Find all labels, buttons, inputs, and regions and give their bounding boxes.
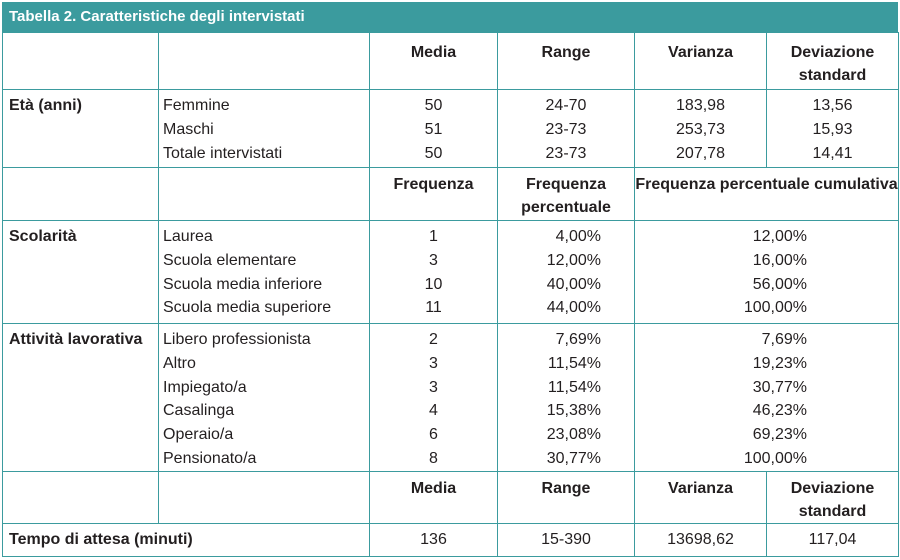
cell: 100,00% — [743, 449, 807, 467]
eta-section — [3, 90, 899, 168]
empty-cell — [3, 168, 159, 221]
cell: 3 — [429, 354, 438, 372]
cell: 30,77% — [752, 378, 807, 396]
row-label: Scuola media inferiore — [163, 275, 323, 293]
col-header-freq-cum: Frequenza percentuale cumulativa — [635, 168, 899, 221]
cell: 4,00% — [555, 228, 601, 245]
col-header-media: Media — [370, 33, 498, 90]
cell: 2 — [429, 331, 438, 348]
cell: 3 — [429, 251, 438, 269]
col-header-range: Range — [498, 33, 635, 90]
attivita-cum — [635, 324, 899, 472]
row-label: Libero professionista — [163, 331, 311, 348]
attivita-section — [3, 324, 899, 472]
cell: 51 — [424, 120, 443, 138]
row-label: Operaio/a — [163, 426, 234, 444]
cell: 100,00% — [743, 299, 807, 317]
scolarita-labels — [159, 221, 370, 324]
attesa-dev: 117,04 — [767, 524, 899, 557]
table-title-label: Tabella 2. — [9, 8, 77, 25]
attesa-range: 15-390 — [498, 524, 635, 557]
cell: 7,69% — [761, 331, 807, 348]
row-label: Altro — [163, 354, 196, 372]
attesa-row — [3, 524, 899, 557]
cell: 24-70 — [545, 97, 587, 114]
eta-range — [498, 90, 635, 168]
col-header-range: Range — [498, 472, 635, 524]
row-label: Scuola media superiore — [163, 299, 332, 317]
attivita-freq — [370, 324, 498, 472]
empty-cell — [159, 472, 370, 524]
cell: 3 — [429, 378, 438, 396]
cell: 23-73 — [545, 120, 587, 138]
header-row-1 — [3, 33, 899, 90]
category-eta: Età (anni) — [3, 90, 159, 168]
cell: 253,73 — [676, 120, 725, 138]
cell: 50 — [424, 97, 443, 114]
scolarita-section — [3, 221, 899, 324]
cell: 12,00% — [546, 251, 601, 269]
attesa-varianza: 13698,62 — [635, 524, 767, 557]
cell: 15,38% — [546, 402, 601, 420]
eta-media — [370, 90, 498, 168]
cell: 183,98 — [676, 97, 725, 114]
cell: 7,69% — [555, 331, 601, 348]
characteristics-table — [2, 32, 899, 557]
attivita-labels — [159, 324, 370, 472]
cell: 14,41 — [812, 144, 853, 162]
cell: 40,00% — [546, 275, 601, 293]
cell: 46,23% — [752, 402, 807, 420]
row-label: Laurea — [163, 228, 213, 245]
cell: 16,00% — [752, 251, 807, 269]
category-attesa: Tempo di attesa (minuti) — [3, 524, 370, 557]
empty-cell — [159, 33, 370, 90]
row-label: Impiegato/a — [163, 378, 247, 396]
col-header-frequenza: Frequenza — [370, 168, 498, 221]
cell: 56,00% — [752, 275, 807, 293]
row-label: Pensionato/a — [163, 449, 257, 467]
col-header-deviazione: Deviazione standard — [767, 33, 899, 90]
table-title — [2, 2, 898, 32]
row-label: Maschi — [163, 120, 214, 138]
col-header-deviazione: Deviazione standard — [767, 472, 899, 524]
cell: 11,54% — [547, 354, 601, 372]
cell: 50 — [424, 144, 443, 162]
eta-varianza — [635, 90, 767, 168]
attivita-pct — [498, 324, 635, 472]
cell: 11 — [425, 299, 442, 317]
cell: 69,23% — [752, 426, 807, 444]
cell: 4 — [429, 402, 438, 420]
empty-cell — [3, 33, 159, 90]
cell: 30,77% — [546, 449, 601, 467]
col-header-media: Media — [370, 472, 498, 524]
cell: 44,00% — [546, 299, 601, 317]
empty-cell — [159, 168, 370, 221]
eta-dev — [767, 90, 899, 168]
empty-cell — [3, 472, 159, 524]
cell: 11,54% — [547, 378, 601, 396]
eta-labels — [159, 90, 370, 168]
cell: 12,00% — [752, 228, 807, 245]
cell: 207,78 — [676, 144, 725, 162]
cell: 13,56 — [812, 97, 853, 114]
cell: 8 — [429, 449, 438, 467]
attesa-media: 136 — [370, 524, 498, 557]
header-row-2 — [3, 168, 899, 221]
col-header-varianza: Varianza — [635, 472, 767, 524]
scolarita-pct — [498, 221, 635, 324]
scolarita-cum — [635, 221, 899, 324]
cell: 23-73 — [545, 144, 587, 162]
row-label: Femmine — [163, 97, 230, 114]
category-scolarita: Scolarità — [3, 221, 159, 324]
category-attivita: Attività lavorativa — [3, 324, 159, 472]
col-header-freq-pct: Frequenza percentuale — [498, 168, 635, 221]
cell: 6 — [429, 426, 438, 444]
row-label: Totale intervistati — [163, 144, 283, 162]
cell: 10 — [424, 275, 443, 293]
table-title-text: Caratteristiche degli intervistati — [76, 8, 305, 25]
cell: 19,23% — [752, 354, 807, 372]
row-label: Scuola elementare — [163, 251, 297, 269]
cell: 1 — [429, 228, 438, 245]
row-label: Casalinga — [163, 402, 235, 420]
cell: 15,93 — [812, 120, 853, 138]
scolarita-freq — [370, 221, 498, 324]
col-header-varianza: Varianza — [635, 33, 767, 90]
cell: 23,08% — [546, 426, 601, 444]
header-row-3 — [3, 472, 899, 524]
